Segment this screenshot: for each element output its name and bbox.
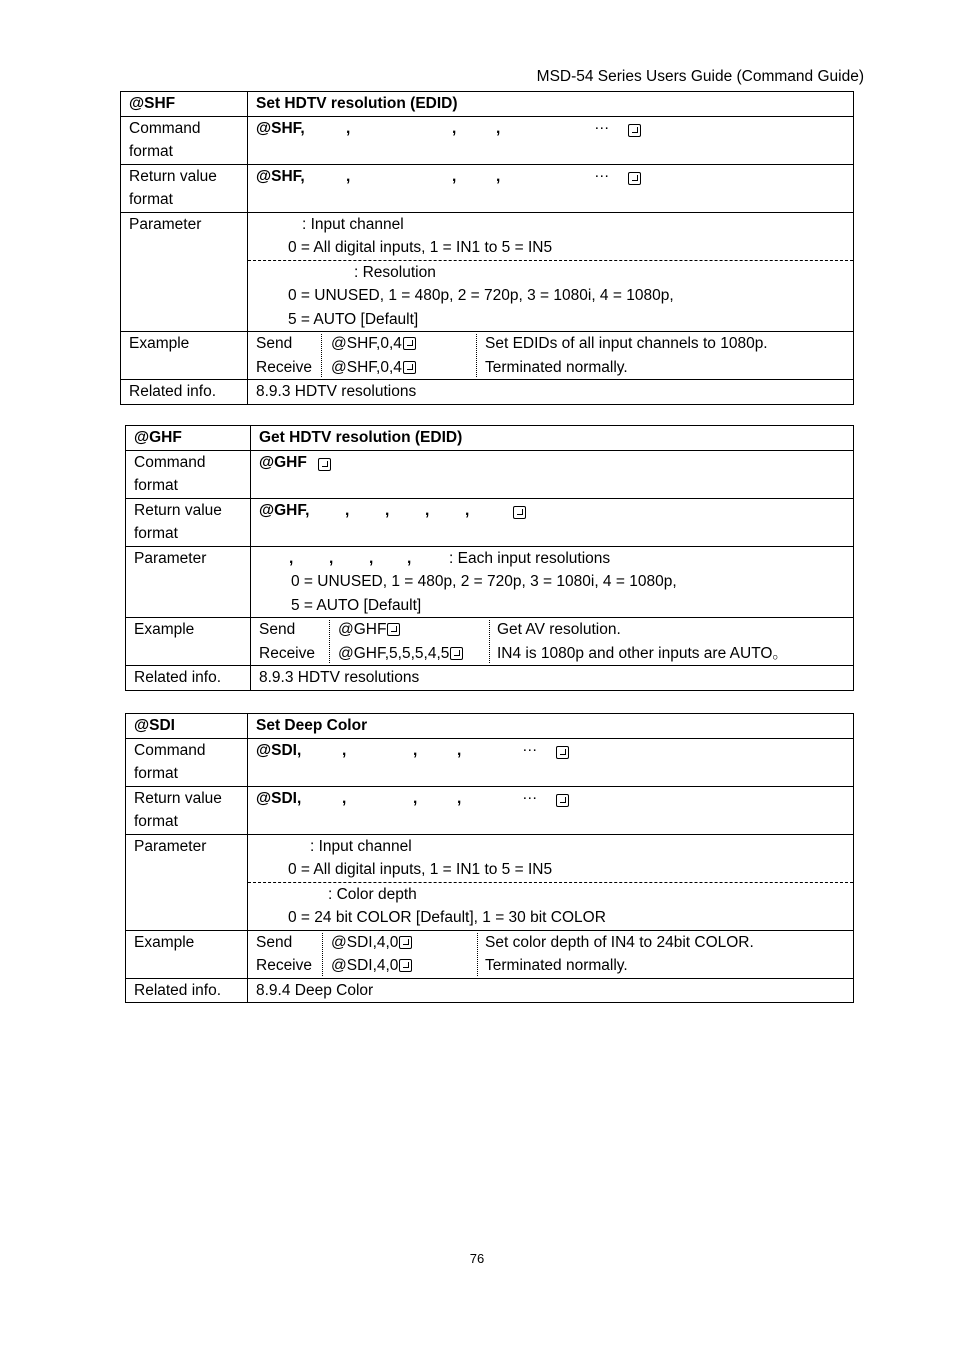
shf-send-desc: Set EDIDs of all input channels to 1080p.: [485, 335, 768, 352]
sdi-example-row: [126, 930, 854, 978]
return-key-icon: [450, 647, 463, 660]
sdi-related-row: [126, 978, 854, 1003]
shf-return-format-row: [121, 164, 854, 212]
ghf-param-values-1: 0 = UNUSED, 1 = 480p, 2 = 720p, 3 = 1080i, 4 = 1080p,: [291, 573, 677, 590]
ghf-title: Get HDTV resolution (EDID): [251, 426, 854, 451]
shf-code: @SHF: [121, 92, 248, 117]
shf-command-format-label: Command format: [121, 116, 248, 164]
shf-param1-desc: : Input channel: [302, 215, 404, 233]
shf-example: Send Receive @SHF,0,4 @SHF,0,4 Set EDIDs of all input channels to 1080p. Terminated normally.: [256, 332, 845, 379]
ghf-receive-desc: IN4 is 1080p and other inputs are AUTO。: [497, 644, 788, 662]
ghf-command-format: @GHF: [259, 451, 845, 498]
sdi-example: Send Receive @SDI,4,0 @SDI,4,0 Set color depth of IN4 to 24bit COLOR. Terminated normally.: [256, 931, 845, 978]
ghf-header-row: [126, 426, 854, 451]
shf-header-row: [121, 92, 854, 117]
ghf-return-format-label: Return value format: [126, 498, 251, 546]
ghf-return-format-row: [126, 498, 854, 546]
shf-return-format: @SHF, , , , …: [256, 165, 845, 212]
ghf-receive-cmd: @GHF,5,5,5,4,5: [338, 642, 463, 666]
shf-example-row: [121, 332, 854, 380]
page-number: 76: [469, 1251, 485, 1266]
ghf-param-values-2: 5 = AUTO [Default]: [291, 596, 422, 614]
shf-parameter-row: [121, 212, 854, 332]
sdi-command-format-label: Command format: [126, 738, 248, 786]
shf-parameter-label: Parameter: [121, 212, 248, 332]
ghf-command-format-label: Command format: [126, 450, 251, 498]
ghf-parameter-label: Parameter: [126, 546, 251, 618]
shf-related: 8.9.3 HDTV resolutions: [248, 380, 854, 405]
return-key-icon: [556, 746, 569, 759]
sdi-command-table: [125, 713, 854, 1003]
sdi-send-desc: Set color depth of IN4 to 24bit COLOR.: [485, 933, 754, 951]
shf-command-table: [120, 91, 854, 405]
ghf-send-cmd: @GHF: [338, 618, 400, 642]
sdi-code: @SDI: [126, 714, 248, 739]
sdi-receive-desc: Terminated normally.: [485, 957, 628, 974]
sdi-return-format-label: Return value format: [126, 786, 248, 834]
sdi-return-format-row: [126, 786, 854, 834]
ghf-send-desc: Get AV resolution.: [497, 621, 621, 638]
ghf-return-format: @GHF, , , , ,: [259, 499, 845, 546]
shf-command-format-row: [121, 116, 854, 164]
ghf-command-format-row: [126, 450, 854, 498]
return-key-icon: [628, 124, 641, 137]
shf-command-format: @SHF, , , , …: [256, 117, 845, 164]
sdi-command-format-row: [126, 738, 854, 786]
shf-param2-values-1: 0 = UNUSED, 1 = 480p, 2 = 720p, 3 = 1080i, 4 = 1080p,: [288, 287, 674, 304]
return-key-icon: [513, 506, 526, 519]
shf-receive-desc: Terminated normally.: [485, 358, 628, 376]
sdi-param2-desc: : Color depth: [328, 885, 417, 903]
return-key-icon: [403, 337, 416, 350]
sdi-example-label: Example: [126, 930, 248, 978]
sdi-parameter-row: [126, 834, 854, 930]
ghf-command-table: [125, 425, 854, 691]
return-key-icon: [628, 172, 641, 185]
shf-related-label: Related info.: [121, 380, 248, 405]
sdi-param2-values: 0 = 24 bit COLOR [Default], 1 = 30 bit COLOR: [288, 909, 606, 926]
shf-example-label: Example: [121, 332, 248, 380]
shf-send-cmd: @SHF,0,4: [331, 332, 416, 356]
sdi-return-format: @SDI, , , , …: [256, 787, 845, 834]
ghf-code: @GHF: [126, 426, 251, 451]
ghf-param-desc: : Each input resolutions: [449, 549, 611, 567]
return-key-icon: [403, 361, 416, 374]
page-header: MSD-54 Series Users Guide (Command Guide): [536, 68, 864, 85]
sdi-param1-values: 0 = All digital inputs, 1 = IN1 to 5 = IN5: [288, 861, 553, 878]
ghf-example: Send Receive @GHF @GHF,5,5,5,4,5 Get AV resolution. IN4 is 1080p and other inputs are AUTO。: [259, 618, 845, 665]
sdi-header-row: [126, 714, 854, 739]
return-key-icon: [399, 959, 412, 972]
return-key-icon: [556, 794, 569, 807]
shf-param1-values: 0 = All digital inputs, 1 = IN1 to 5 = IN5: [288, 239, 553, 256]
ghf-parameter-row: Parameter , , , , : Each input resolutions 0 = UNUSED, 1 = 480p, 2 = 720p, 3 = 1080i, 4 = 1080p, 5 = AUTO [Default]: [126, 546, 854, 618]
ghf-example-label: Example: [126, 618, 251, 666]
sdi-parameter-label: Parameter: [126, 834, 248, 930]
sdi-title: Set Deep Color: [248, 714, 854, 739]
shf-param2-desc: : Resolution: [354, 263, 436, 281]
sdi-send-cmd: @SDI,4,0: [331, 931, 412, 955]
sdi-related-label: Related info.: [126, 978, 248, 1003]
shf-param2-values-2: 5 = AUTO [Default]: [288, 310, 419, 328]
ghf-related-row: [126, 666, 854, 691]
ghf-related-label: Related info.: [126, 666, 251, 691]
return-key-icon: [387, 623, 400, 636]
return-key-icon: [318, 458, 331, 471]
shf-related-row: [121, 380, 854, 405]
sdi-related: 8.9.4 Deep Color: [248, 978, 854, 1003]
sdi-command-format: @SDI, , , , …: [256, 739, 845, 786]
shf-return-format-label: Return value format: [121, 164, 248, 212]
shf-receive-cmd: @SHF,0,4: [331, 356, 416, 380]
ghf-example-row: [126, 618, 854, 666]
sdi-param1-desc: : Input channel: [310, 837, 412, 855]
ghf-related: 8.9.3 HDTV resolutions: [251, 666, 854, 691]
shf-title: Set HDTV resolution (EDID): [248, 92, 854, 117]
sdi-receive-cmd: @SDI,4,0: [331, 954, 412, 978]
return-key-icon: [399, 936, 412, 949]
